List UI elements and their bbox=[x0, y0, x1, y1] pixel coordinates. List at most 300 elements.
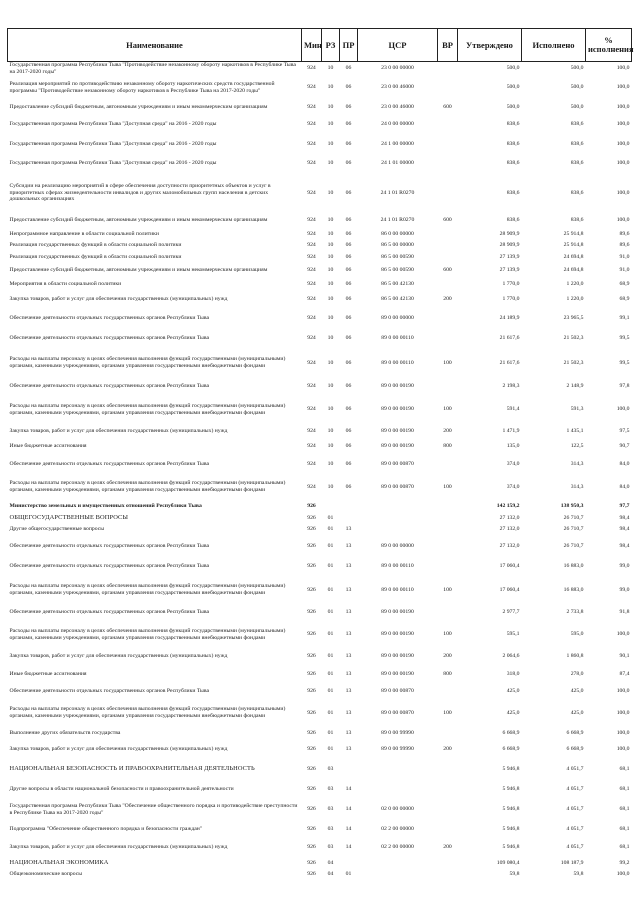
table-row bbox=[8, 278, 632, 291]
cell-rz: 10 bbox=[327, 84, 334, 91]
cell-rz: 01 bbox=[327, 563, 334, 570]
table-row bbox=[8, 557, 632, 577]
cell-csr: 24 1 01 R0270 bbox=[380, 217, 415, 224]
cell-csr: 89 0 00 00190 bbox=[381, 406, 414, 413]
cell-percent: 68,9 bbox=[619, 296, 630, 303]
table-row bbox=[8, 424, 632, 439]
cell-min: 926 bbox=[307, 563, 316, 570]
cell-csr bbox=[358, 524, 438, 536]
cell-name: Выполнение других обязательств государства bbox=[9, 730, 121, 737]
cell-vr bbox=[438, 154, 458, 174]
cell-approved: 425,0 bbox=[506, 709, 520, 716]
cell-rz: 01 bbox=[327, 670, 334, 677]
cell-name: Реализация мероприятий по противодействию незаконному обороту наркотических средств государственной программы "Противодействие незаконному обороту наркотиков в Республике Тыва на 2017-2020 годы" bbox=[9, 80, 275, 94]
cell-percent: 90,1 bbox=[619, 653, 630, 660]
cell-vr bbox=[438, 455, 458, 474]
table-row bbox=[8, 741, 632, 759]
cell-vr bbox=[438, 378, 458, 396]
cell-csr: 89 0 00 00110 bbox=[381, 335, 414, 342]
cell-min: 926 bbox=[307, 825, 316, 832]
cell-pr: 14 bbox=[345, 806, 352, 813]
cell-csr: 89 0 00 00190 bbox=[381, 383, 414, 390]
cell-approved: 2 064,6 bbox=[502, 653, 520, 660]
cell-csr: 86 0 00 00000 bbox=[381, 230, 414, 237]
cell-min: 926 bbox=[307, 609, 316, 616]
table-row bbox=[8, 213, 632, 229]
table-row bbox=[8, 869, 632, 880]
cell-approved: 17 060,4 bbox=[499, 586, 520, 593]
cell-approved: 5 946,8 bbox=[502, 825, 520, 832]
cell-min: 926 bbox=[307, 806, 316, 813]
cell-name: Расходы на выплаты персоналу в целях обеспечения выполнения функций государственными (муниципальными) органами, казенными учреждениями, органами управления государственными внебюджетными фондами bbox=[9, 480, 286, 493]
cell-percent: 89,6 bbox=[619, 242, 630, 249]
cell-min: 926 bbox=[307, 586, 316, 593]
cell-percent: 68,1 bbox=[619, 844, 630, 851]
cell-percent: 98,4 bbox=[619, 542, 630, 549]
table-row bbox=[8, 759, 632, 780]
cell-executed: 16 883,0 bbox=[563, 563, 584, 570]
cell-vr bbox=[438, 329, 458, 349]
cell-approved: 2 977,7 bbox=[502, 609, 520, 616]
cell-executed: 4 051,7 bbox=[566, 765, 584, 772]
cell-rz: 10 bbox=[327, 383, 334, 390]
cell-pr bbox=[340, 759, 358, 780]
cell-vr: 100 bbox=[443, 483, 452, 490]
table-row bbox=[8, 240, 632, 252]
cell-vr bbox=[438, 252, 458, 263]
cell-vr bbox=[438, 76, 458, 100]
table-row bbox=[8, 263, 632, 278]
cell-min: 926 bbox=[307, 687, 316, 694]
header-rz: РЗ bbox=[322, 29, 340, 62]
cell-pr: 06 bbox=[345, 383, 352, 390]
cell-rz: 10 bbox=[327, 335, 334, 342]
cell-percent: 68,1 bbox=[619, 825, 630, 832]
cell-percent: 98,4 bbox=[619, 514, 630, 521]
cell-name: Государственная программа Республики Тыва "Противодействие незаконному обороту наркотиков в Республике Тыва на 2017-2020 годы" bbox=[9, 62, 296, 75]
cell-executed: 425,0 bbox=[570, 709, 584, 716]
cell-pr: 13 bbox=[345, 542, 352, 549]
cell-rz: 01 bbox=[327, 586, 334, 593]
cell-approved: 500,0 bbox=[506, 84, 520, 91]
cell-rz: 10 bbox=[327, 121, 334, 128]
cell-approved: 838,6 bbox=[506, 160, 520, 167]
cell-name: Расходы на выплаты персоналу в целях обеспечения выполнения функций государственными (муниципальными) органами, казенными учреждениями, органами управления государственными внебюджетными фондами bbox=[9, 627, 286, 641]
cell-rz: 10 bbox=[327, 266, 334, 273]
cell-percent: 87,4 bbox=[619, 670, 630, 677]
cell-executed: 4 051,7 bbox=[566, 825, 584, 832]
cell-pr: 06 bbox=[345, 406, 352, 413]
cell-pr: 13 bbox=[345, 526, 352, 533]
cell-rz: 01 bbox=[327, 526, 334, 533]
cell-name: Обеспечение деятельности отдельных государственных органов Республики Тыва bbox=[9, 563, 209, 570]
cell-approved: 425,0 bbox=[506, 687, 520, 694]
table-row bbox=[8, 780, 632, 799]
table-row bbox=[8, 100, 632, 115]
cell-rz: 10 bbox=[327, 230, 334, 237]
cell-csr: 89 0 00 00190 bbox=[381, 631, 414, 638]
cell-pr: 06 bbox=[345, 253, 352, 260]
cell-pr: 06 bbox=[345, 483, 352, 490]
cell-executed: 26 710,7 bbox=[563, 514, 584, 521]
cell-min: 926 bbox=[307, 526, 316, 533]
cell-pr: 06 bbox=[345, 103, 352, 110]
cell-percent: 68,1 bbox=[619, 765, 630, 772]
cell-pr: 01 bbox=[345, 870, 352, 877]
cell-name: Обеспечение деятельности отдельных государственных органов Республики Тыва bbox=[9, 315, 209, 322]
cell-vr bbox=[438, 62, 458, 76]
cell-rz: 01 bbox=[327, 609, 334, 616]
cell-approved: 28 909,9 bbox=[499, 230, 520, 237]
cell-csr: 89 0 00 00110 bbox=[381, 586, 414, 593]
cell-approved: 6 668,9 bbox=[502, 746, 520, 753]
cell-pr: 06 bbox=[345, 296, 352, 303]
cell-name: Субсидии на реализацию мероприятий в сфере обеспечения доступности приоритетных объектов и услуг в приоритетных сферах жизнедеятельности инвалидов и других маломобильных групп населения в детских дошкольных организациях bbox=[9, 183, 271, 203]
cell-vr: 100 bbox=[443, 406, 452, 413]
cell-rz: 10 bbox=[327, 315, 334, 322]
cell-name: НАЦИОНАЛЬНАЯ ЭКОНОМИКА bbox=[9, 858, 109, 866]
cell-pr: 13 bbox=[345, 653, 352, 660]
cell-pr: 13 bbox=[345, 670, 352, 677]
cell-name: Реализация государственных функций в области социальной политики bbox=[9, 242, 182, 249]
cell-csr: 86 5 00 00590 bbox=[381, 253, 414, 260]
cell-min: 924 bbox=[307, 140, 316, 147]
cell-vr: 600 bbox=[443, 103, 452, 110]
cell-min: 926 bbox=[307, 870, 316, 877]
cell-pr: 06 bbox=[345, 315, 352, 322]
cell-pr: 13 bbox=[345, 746, 352, 753]
table-row bbox=[8, 62, 632, 76]
cell-executed: 24 694,8 bbox=[563, 253, 584, 260]
cell-rz: 10 bbox=[327, 189, 334, 196]
cell-csr: 86 5 00 00590 bbox=[381, 266, 414, 273]
cell-csr: 24 0 00 00000 bbox=[381, 121, 414, 128]
cell-min: 924 bbox=[307, 242, 316, 249]
cell-percent: 100,0 bbox=[616, 870, 630, 877]
cell-csr: 24 1 01 R0270 bbox=[380, 189, 415, 196]
cell-csr: 89 0 00 99990 bbox=[381, 746, 414, 753]
cell-min: 924 bbox=[307, 160, 316, 167]
cell-vr bbox=[438, 524, 458, 536]
cell-pr: 06 bbox=[345, 266, 352, 273]
cell-executed: 59,8 bbox=[573, 870, 584, 877]
cell-name: Реализация государственных функций в области социальной политики bbox=[9, 253, 182, 260]
cell-vr bbox=[438, 240, 458, 252]
cell-rz: 10 bbox=[327, 443, 334, 450]
cell-percent: 100,0 bbox=[616, 121, 630, 128]
cell-csr: 89 0 00 00870 bbox=[381, 709, 414, 716]
header-csr: ЦСР bbox=[358, 29, 438, 62]
cell-approved: 109 080,4 bbox=[496, 859, 520, 866]
header-name: Наименование bbox=[8, 29, 302, 62]
table-row bbox=[8, 513, 632, 524]
table-row bbox=[8, 501, 632, 513]
cell-pr bbox=[340, 513, 358, 524]
cell-percent: 100,0 bbox=[616, 65, 630, 72]
cell-min: 926 bbox=[307, 746, 316, 753]
cell-rz: 10 bbox=[327, 160, 334, 167]
cell-executed: 2 733,8 bbox=[566, 609, 584, 616]
table-row bbox=[8, 309, 632, 329]
cell-name: Расходы на выплаты персоналу в целях обеспечения выполнения функций государственными (муниципальными) органами, казенными учреждениями, органами управления государственными внебюджетными фондами bbox=[9, 706, 286, 719]
header-min: Мин bbox=[302, 29, 322, 62]
table-row bbox=[8, 648, 632, 666]
cell-min: 924 bbox=[307, 443, 316, 450]
cell-min: 924 bbox=[307, 383, 316, 390]
cell-executed: 1 220,0 bbox=[566, 296, 584, 303]
cell-vr bbox=[438, 557, 458, 577]
cell-percent: 100,0 bbox=[616, 730, 630, 737]
cell-csr: 02 0 00 00000 bbox=[381, 806, 414, 813]
cell-pr: 06 bbox=[345, 242, 352, 249]
cell-approved: 135,0 bbox=[506, 443, 520, 450]
cell-executed: 6 668,9 bbox=[566, 730, 584, 737]
cell-csr bbox=[358, 780, 438, 799]
cell-pr: 14 bbox=[345, 844, 352, 851]
cell-name: Закупка товаров, работ и услуг для обеспечения государственных (муниципальных) нужд bbox=[9, 653, 228, 660]
cell-rz: 03 bbox=[327, 806, 334, 813]
cell-vr bbox=[438, 604, 458, 622]
cell-csr: 24 1 01 00000 bbox=[381, 160, 414, 167]
cell-pr: 13 bbox=[345, 563, 352, 570]
cell-percent: 84,0 bbox=[619, 460, 630, 467]
cell-executed: 500,0 bbox=[570, 84, 584, 91]
cell-pr: 06 bbox=[345, 121, 352, 128]
cell-approved: 17 060,4 bbox=[499, 563, 520, 570]
cell-name: Расходы на выплаты персоналу в целях обеспечения выполнения функций государственными (муниципальными) органами, казенными учреждениями, органами управления государственными внебюджетными фондами bbox=[9, 402, 286, 416]
cell-vr bbox=[438, 513, 458, 524]
cell-rz: 10 bbox=[327, 65, 334, 72]
cell-min: 924 bbox=[307, 65, 316, 72]
cell-percent: 100,0 bbox=[616, 140, 630, 147]
table-row bbox=[8, 700, 632, 727]
table-row bbox=[8, 135, 632, 154]
cell-executed: 26 710,7 bbox=[563, 526, 584, 533]
cell-approved: 838,6 bbox=[506, 140, 520, 147]
cell-pr: 06 bbox=[345, 160, 352, 167]
cell-rz: 10 bbox=[327, 140, 334, 147]
header-vr: ВР bbox=[438, 29, 458, 62]
table-row bbox=[8, 577, 632, 604]
table-row bbox=[8, 396, 632, 424]
cell-vr bbox=[438, 727, 458, 741]
cell-executed: 4 051,7 bbox=[566, 806, 584, 813]
cell-executed: 838,6 bbox=[570, 140, 584, 147]
cell-pr: 06 bbox=[345, 217, 352, 224]
cell-csr: 02 2 00 00000 bbox=[381, 825, 414, 832]
cell-name: Расходы на выплаты персоналу в целях обеспечения выполнения функций государственными (муниципальными) органами, казенными учреждениями, органами управления государственными внебюджетными фондами bbox=[9, 583, 286, 596]
cell-vr bbox=[438, 174, 458, 213]
cell-min: 924 bbox=[307, 217, 316, 224]
cell-pr: 13 bbox=[345, 730, 352, 737]
cell-percent: 68,9 bbox=[619, 280, 630, 287]
table-row bbox=[8, 536, 632, 557]
cell-approved: 21 617,6 bbox=[499, 359, 520, 366]
cell-rz: 04 bbox=[327, 859, 334, 866]
cell-rz: 10 bbox=[327, 427, 334, 434]
cell-csr: 23 0 00 00000 bbox=[381, 65, 414, 72]
cell-rz: 01 bbox=[327, 709, 334, 716]
cell-vr: 200 bbox=[443, 296, 452, 303]
cell-name: Иные бюджетные ассигнования bbox=[9, 670, 87, 677]
cell-name: Другие вопросы в области национальной безопасности и правоохранительной деятельности bbox=[9, 785, 234, 792]
cell-vr bbox=[438, 683, 458, 700]
cell-approved: 27 139,9 bbox=[499, 266, 520, 273]
cell-executed: 838,6 bbox=[570, 189, 584, 196]
cell-vr bbox=[438, 799, 458, 821]
cell-min: 926 bbox=[307, 653, 316, 660]
cell-name: Иные бюджетные ассигнования bbox=[9, 443, 87, 450]
cell-name: Предоставление субсидий бюджетным, автономным учреждениям и иным некоммерческим организациям bbox=[9, 103, 268, 110]
cell-executed: 138 950,3 bbox=[560, 503, 584, 510]
cell-min: 926 bbox=[307, 785, 316, 792]
cell-rz: 10 bbox=[327, 217, 334, 224]
cell-rz: 03 bbox=[327, 844, 334, 851]
table-row bbox=[8, 291, 632, 309]
cell-pr: 06 bbox=[345, 443, 352, 450]
cell-pr: 06 bbox=[345, 140, 352, 147]
cell-pr: 13 bbox=[345, 586, 352, 593]
cell-pr bbox=[340, 501, 358, 513]
table-row bbox=[8, 174, 632, 213]
cell-name: Предоставление субсидий бюджетным, автономным учреждениям и иным некоммерческим организациям bbox=[9, 266, 268, 273]
cell-executed: 1 435,1 bbox=[566, 427, 584, 434]
cell-pr: 14 bbox=[345, 785, 352, 792]
cell-executed: 1 860,8 bbox=[566, 653, 584, 660]
cell-vr bbox=[438, 309, 458, 329]
cell-executed: 838,6 bbox=[570, 217, 584, 224]
cell-rz: 01 bbox=[327, 687, 334, 694]
cell-executed: 23 965,5 bbox=[563, 315, 584, 322]
table-row bbox=[8, 455, 632, 474]
cell-min: 924 bbox=[307, 189, 316, 196]
cell-rz: 01 bbox=[327, 746, 334, 753]
cell-percent: 91,0 bbox=[619, 253, 630, 260]
cell-name: Обеспечение деятельности отдельных государственных органов Республики Тыва bbox=[9, 687, 209, 694]
table-row bbox=[8, 378, 632, 396]
cell-pr: 13 bbox=[345, 631, 352, 638]
cell-csr: 89 0 00 00110 bbox=[381, 359, 414, 366]
cell-csr: 89 0 00 00000 bbox=[381, 542, 414, 549]
cell-rz: 01 bbox=[327, 514, 334, 521]
cell-approved: 59,8 bbox=[509, 870, 520, 877]
cell-rz: 10 bbox=[327, 483, 334, 490]
cell-min: 926 bbox=[307, 765, 316, 772]
cell-csr bbox=[358, 501, 438, 513]
cell-approved: 1 471,9 bbox=[502, 427, 520, 434]
table-row bbox=[8, 474, 632, 501]
table-row bbox=[8, 329, 632, 349]
cell-csr: 89 0 00 00110 bbox=[381, 563, 414, 570]
cell-min: 926 bbox=[307, 670, 316, 677]
cell-percent: 97,5 bbox=[619, 427, 630, 434]
cell-name: ОБЩЕГОСУДАРСТВЕННЫЕ ВОПРОСЫ bbox=[9, 513, 129, 521]
cell-vr bbox=[438, 821, 458, 838]
cell-csr: 89 0 00 00190 bbox=[381, 443, 414, 450]
cell-name: Непрограммное направление в области социальной политики bbox=[9, 230, 159, 237]
cell-percent: 100,0 bbox=[616, 406, 630, 413]
cell-csr: 89 0 00 00000 bbox=[381, 315, 414, 322]
cell-pr: 06 bbox=[345, 65, 352, 72]
header-executed: Исполнено bbox=[522, 29, 586, 62]
cell-percent: 97,8 bbox=[619, 383, 630, 390]
cell-approved: 1 770,0 bbox=[502, 296, 520, 303]
cell-vr: 600 bbox=[443, 217, 452, 224]
cell-min: 926 bbox=[307, 859, 316, 866]
cell-percent: 84,0 bbox=[619, 483, 630, 490]
cell-vr bbox=[438, 278, 458, 291]
cell-vr bbox=[438, 858, 458, 869]
table-row bbox=[8, 622, 632, 648]
cell-approved: 28 909,9 bbox=[499, 242, 520, 249]
cell-approved: 838,6 bbox=[506, 189, 520, 196]
cell-percent: 99,0 bbox=[619, 563, 630, 570]
cell-min: 924 bbox=[307, 84, 316, 91]
cell-vr bbox=[438, 135, 458, 154]
cell-executed: 4 051,7 bbox=[566, 844, 584, 851]
cell-pr bbox=[340, 858, 358, 869]
cell-pr: 13 bbox=[345, 709, 352, 716]
cell-csr: 89 0 00 99990 bbox=[381, 730, 414, 737]
cell-executed: 16 883,0 bbox=[563, 586, 584, 593]
table-row bbox=[8, 838, 632, 858]
cell-csr: 89 0 00 00190 bbox=[381, 653, 414, 660]
cell-vr bbox=[438, 115, 458, 135]
cell-approved: 5 946,8 bbox=[502, 844, 520, 851]
cell-csr: 23 0 00 46000 bbox=[381, 84, 414, 91]
cell-executed: 24 694,8 bbox=[563, 266, 584, 273]
cell-executed: 500,0 bbox=[570, 65, 584, 72]
cell-min: 926 bbox=[307, 631, 316, 638]
cell-pr: 06 bbox=[345, 460, 352, 467]
cell-csr: 23 0 00 46000 bbox=[381, 103, 414, 110]
cell-approved: 27 132,0 bbox=[499, 542, 520, 549]
cell-approved: 5 946,8 bbox=[502, 785, 520, 792]
header-approved: Утверждено bbox=[458, 29, 522, 62]
cell-rz: 10 bbox=[327, 296, 334, 303]
cell-min: 926 bbox=[307, 709, 316, 716]
cell-percent: 100,0 bbox=[616, 709, 630, 716]
table-header-row bbox=[8, 29, 632, 62]
cell-pr: 06 bbox=[345, 335, 352, 342]
cell-min: 924 bbox=[307, 406, 316, 413]
cell-percent: 98,4 bbox=[619, 526, 630, 533]
cell-csr bbox=[358, 869, 438, 880]
cell-rz: 10 bbox=[327, 359, 334, 366]
cell-csr bbox=[358, 858, 438, 869]
cell-min: 924 bbox=[307, 296, 316, 303]
cell-pr: 06 bbox=[345, 84, 352, 91]
cell-min: 924 bbox=[307, 266, 316, 273]
cell-vr: 200 bbox=[443, 653, 452, 660]
cell-rz: 10 bbox=[327, 406, 334, 413]
cell-approved: 142 159,2 bbox=[496, 503, 520, 510]
cell-approved: 838,6 bbox=[506, 217, 520, 224]
cell-vr: 100 bbox=[443, 586, 452, 593]
cell-executed: 838,6 bbox=[570, 121, 584, 128]
cell-executed: 500,0 bbox=[570, 103, 584, 110]
cell-name: Государственная программа Республики Тыва "Обеспечение общественного порядка и противодействие преступности в Республике Тыва на 2017-2020 годы" bbox=[9, 802, 298, 816]
cell-executed: 122,5 bbox=[570, 443, 584, 450]
cell-executed: 314,3 bbox=[570, 483, 584, 490]
cell-percent: 97,7 bbox=[619, 503, 630, 510]
cell-vr: 800 bbox=[443, 443, 452, 450]
cell-percent: 100,0 bbox=[616, 687, 630, 694]
cell-name: Обеспечение деятельности отдельных государственных органов Республики Тыва bbox=[9, 335, 209, 342]
cell-pr: 14 bbox=[345, 825, 352, 832]
cell-name: Государственная программа Республики Тыва "Доступная среда" на 2016 - 2020 годы bbox=[9, 160, 217, 167]
cell-rz: 01 bbox=[327, 653, 334, 660]
